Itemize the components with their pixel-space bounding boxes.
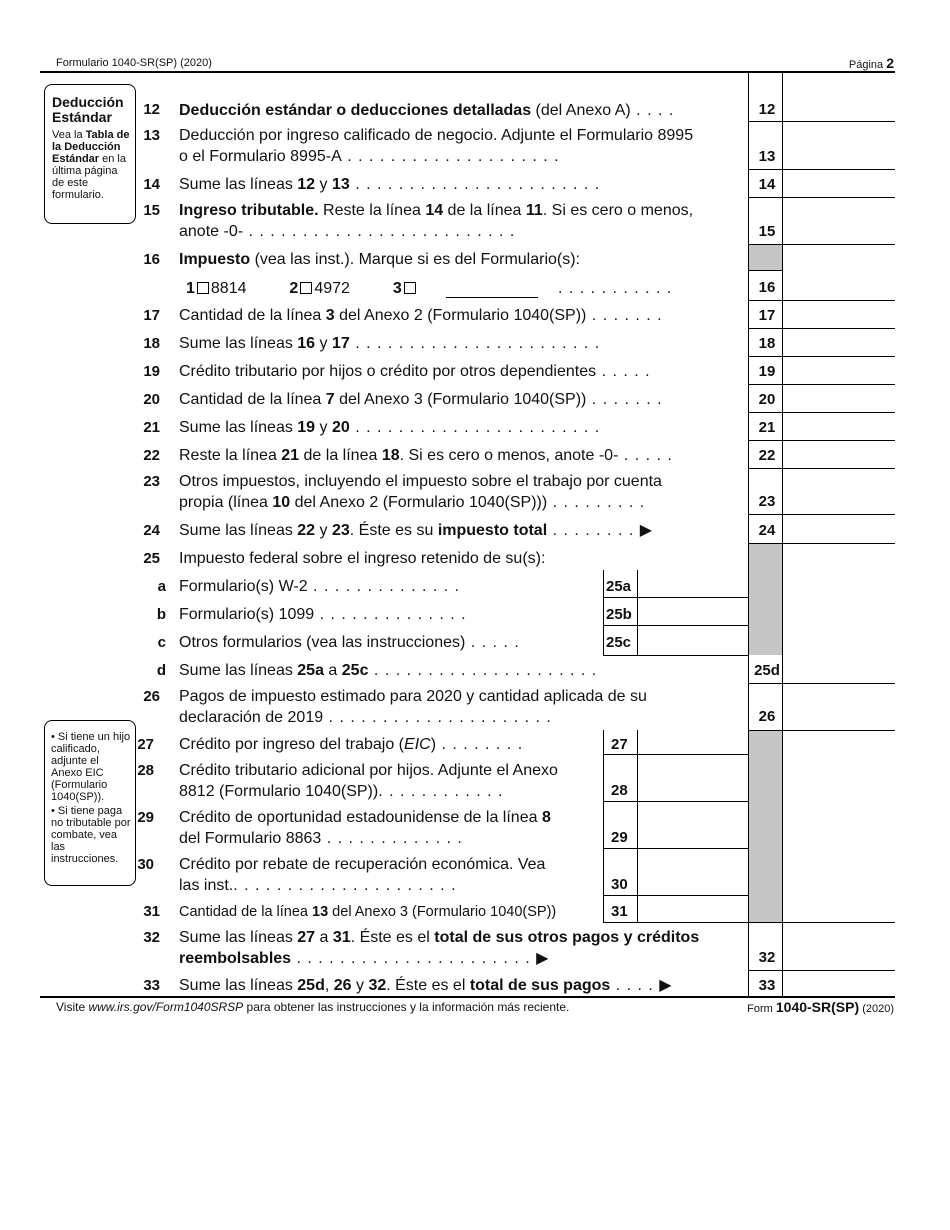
rule-31: [748, 922, 895, 923]
page-number: 2: [886, 55, 894, 71]
footer-form: [747, 999, 894, 1015]
page-label: Página: [848, 59, 884, 71]
line-33-text-c: y: [351, 977, 369, 994]
line-31-amount[interactable]: [639, 898, 747, 921]
line-21-box: 21: [758, 419, 776, 436]
line-27-num: 27: [137, 736, 154, 753]
line-20-amount[interactable]: [784, 387, 894, 411]
line-25a-desc: [179, 576, 460, 597]
line-32-bold2: reembolsables: [179, 950, 292, 967]
line-32-box: 32: [758, 949, 776, 966]
line-21-b1: 19: [297, 419, 316, 436]
rule-14: [748, 197, 895, 198]
line-28-desc: [179, 760, 558, 802]
line-25b-amount[interactable]: [639, 602, 747, 624]
mid-col-25-left: [603, 570, 604, 655]
line-25c-box: 25c: [606, 634, 632, 651]
footer-visit: [56, 1000, 569, 1014]
line-22-b2: 18: [381, 447, 400, 464]
line-18-dots: . . . . . . . . . . . . . . . . . . . . . . .: [349, 335, 601, 352]
line-29-desc: [179, 807, 551, 849]
shade-27-31: [749, 730, 782, 922]
line-25d-dots: . . . . . . . . . . . . . . . . . . . . .: [368, 662, 598, 679]
line-15-amount[interactable]: [784, 220, 894, 244]
line-32-b1: 27: [297, 929, 316, 946]
line-25d-letter: d: [156, 662, 166, 679]
box-col-right-rule: [782, 72, 783, 996]
line-28-num: 28: [137, 762, 154, 779]
line-21-amount[interactable]: [784, 415, 894, 439]
line-16-num: 16: [143, 251, 160, 268]
line-30-amount[interactable]: [639, 871, 747, 894]
line-26-text1: Pagos de impuesto estimado para 2020 y cantidad aplicada de su: [179, 688, 647, 705]
rule-25c: [603, 655, 748, 656]
line-33-box: 33: [758, 977, 776, 994]
line-24-bold: impuesto total: [437, 522, 548, 539]
line-30-desc: [179, 854, 545, 896]
rule-25a: [603, 597, 748, 598]
line-22-amount[interactable]: [784, 443, 894, 467]
line-19-box: 19: [758, 363, 776, 380]
line-18-amount[interactable]: [784, 331, 894, 355]
line-20-dots: . . . . . . .: [586, 391, 663, 408]
checkbox-4972[interactable]: [300, 282, 312, 294]
line-33-desc: [179, 975, 673, 996]
line-32-num: 32: [143, 929, 160, 946]
line-17-b1: 3: [325, 307, 335, 324]
line-14-text-b: y: [315, 176, 332, 193]
rule-32: [748, 970, 895, 971]
line-26-box: 26: [758, 708, 776, 725]
line-12-num: 12: [143, 101, 160, 118]
line-25d-text-b: a: [323, 662, 342, 679]
line-13-text1: Deducción por ingreso calificado de negocio. Adjunte el Formulario 8995: [179, 127, 694, 144]
rule-19: [748, 384, 895, 385]
shade-16: [749, 244, 782, 270]
line-13-desc: [179, 125, 693, 167]
line-28-box: 28: [611, 782, 628, 799]
line-30-num: 30: [137, 856, 154, 873]
line-23-desc: [179, 471, 662, 513]
line-14-dots: . . . . . . . . . . . . . . . . . . . . . . .: [349, 176, 601, 193]
line-25a-amount[interactable]: [639, 574, 747, 596]
line-12-box: 12: [758, 101, 776, 118]
rule-16: [748, 300, 895, 301]
line-27-amount[interactable]: [639, 731, 747, 753]
line-16-opt2-label: 4972: [314, 280, 350, 297]
line-28-text2: 8812 (Formulario 1040(SP)): [179, 783, 379, 800]
page-indicator: [849, 55, 894, 71]
line-24-text-b: y: [315, 522, 332, 539]
line-30-text1: Crédito por rebate de recuperación económica. Vea: [179, 856, 546, 873]
line-18-b2: 17: [331, 335, 350, 352]
rule-23: [748, 514, 895, 515]
line-19-text: Crédito tributario por hijos o crédito por otros dependientes: [179, 363, 597, 380]
rule-24: [748, 543, 895, 544]
standard-deduction-sidebar: [44, 84, 136, 224]
line-15-num: 15: [143, 202, 160, 219]
line-33-b1: 25d: [297, 977, 325, 994]
line-27-text-b: ): [430, 736, 437, 753]
line-31-box: 31: [611, 903, 628, 920]
footer-url-link[interactable]: www.irs.gov/Form1040SRSP: [88, 1000, 244, 1014]
line-32-amount[interactable]: [784, 945, 894, 969]
bottom-rule: [40, 996, 895, 998]
line-21-desc: [179, 417, 600, 438]
credits-note-2: • Si tiene paga no tributable por combate, vea las instrucciones.: [51, 805, 131, 865]
line-15-bold: Ingreso tributable.: [179, 202, 319, 219]
line-15-text2: anote -0-: [179, 223, 244, 240]
line-24-text-c: . Éste es su: [349, 522, 438, 539]
line-33-b2: 26: [333, 977, 352, 994]
line-33-bold: total de sus pagos: [469, 977, 611, 994]
line-23-dots: . . . . . . . . .: [547, 494, 646, 511]
line-16-desc: [179, 249, 580, 270]
line-13-text2: o el Formulario 8995-A: [179, 148, 342, 165]
line-17-amount[interactable]: [784, 303, 894, 327]
line-25d-desc: [179, 660, 597, 681]
line-26-dots: . . . . . . . . . . . . . . . . . . . . .: [323, 709, 552, 726]
rule-18: [748, 356, 895, 357]
line-25c-desc: [179, 632, 520, 653]
line-17-text-a: Cantidad de la línea: [179, 307, 326, 324]
line-18-desc: [179, 333, 600, 354]
rule-22: [748, 468, 895, 469]
line-31-text-b: del Anexo 3 (Formulario 1040(SP)): [328, 904, 557, 920]
rule-15: [748, 244, 895, 245]
line-25-num: 25: [143, 550, 160, 567]
line-33-text-b: ,: [324, 977, 334, 994]
line-30-text2: las inst.: [179, 877, 234, 894]
line-25d-box: 25d: [754, 662, 780, 679]
shade-25: [749, 544, 782, 655]
line-33-text-a: Sume las líneas: [179, 977, 298, 994]
line-13-dots: . . . . . . . . . . . . . . . . . . . .: [341, 148, 560, 165]
line-20-text-a: Cantidad de la línea: [179, 391, 326, 408]
line-18-b1: 16: [297, 335, 316, 352]
line-25d-b1: 25a: [297, 662, 324, 679]
line-19-num: 19: [143, 363, 160, 380]
checkbox-8814[interactable]: [197, 282, 209, 294]
line-22-dots: . . . . .: [618, 447, 673, 464]
line-21-b2: 20: [331, 419, 350, 436]
line-32-text-a: Sume las líneas: [179, 929, 298, 946]
rule-12: [748, 121, 895, 122]
line-17-desc: [179, 305, 663, 326]
line-18-text-a: Sume las líneas: [179, 335, 298, 352]
line-23-text1: Otros impuestos, incluyendo el impuesto sobre el trabajo por cuenta: [179, 473, 662, 490]
line-16-dots: . . . . . . . . . . .: [558, 280, 673, 297]
line-25-desc: Impuesto federal sobre el ingreso retenido de su(s):: [179, 550, 546, 567]
line-16-opt2-num: 2: [289, 280, 299, 297]
line-18-text-b: y: [315, 335, 332, 352]
line-19-dots: . . . . .: [596, 363, 651, 380]
rule-30: [603, 895, 748, 896]
line-29-num: 29: [137, 809, 154, 826]
line-33-dots: . . . . ▶: [610, 977, 673, 994]
line-22-num: 22: [143, 447, 160, 464]
line-24-amount[interactable]: [784, 518, 894, 542]
line-26-num: 26: [143, 688, 160, 705]
line-32-desc: [179, 927, 699, 969]
line-22-b1: 21: [281, 447, 300, 464]
line-24-box: 24: [758, 522, 776, 539]
line-16-text: (vea las inst.). Marque si es del Formulario(s):: [250, 251, 580, 268]
line-25a-letter: a: [157, 578, 166, 595]
line-24-text-a: Sume las líneas: [179, 522, 298, 539]
sidebar-title-1: Deducción: [52, 94, 124, 110]
line-21-dots: . . . . . . . . . . . . . . . . . . . . . . .: [349, 419, 601, 436]
line-14-desc: [179, 174, 600, 195]
line-25c-amount[interactable]: [639, 630, 747, 654]
line-16-opt3-num: 3: [392, 280, 402, 297]
line-23-text2-b: del Anexo 2 (Formulario 1040(SP))): [290, 494, 548, 511]
line-25a-dots: . . . . . . . . . . . . . .: [307, 578, 461, 595]
rule-21: [748, 440, 895, 441]
line-15-text-b: de la línea: [443, 202, 526, 219]
line-25b-letter: b: [156, 606, 166, 623]
line-15-b1: 14: [425, 202, 444, 219]
line-12-amount[interactable]: [784, 97, 894, 121]
line-26-desc: [179, 686, 647, 728]
footer-form-year: (2020): [862, 1003, 894, 1015]
line-25c-text: Otros formularios (vea las instrucciones): [179, 634, 466, 651]
line-12-desc: [179, 100, 674, 121]
line-29-b1: 8: [541, 809, 551, 826]
line-27-desc: [179, 734, 523, 755]
line-32-dots: . . . . . . . . . . . . . . . . . . . . . . ▶: [291, 950, 550, 967]
line-32-b2: 31: [332, 929, 351, 946]
rule-28: [603, 801, 748, 802]
mid-col-27-left: [603, 730, 604, 922]
line-25d-amount[interactable]: [784, 658, 894, 682]
line-27-italic: EIC: [404, 736, 431, 753]
form-id: Formulario 1040-SR(SP) (2020): [56, 57, 212, 69]
line-23-text2-a: propia (línea: [179, 494, 273, 511]
line-27-dots: . . . . . . . .: [436, 736, 524, 753]
line-22-desc: [179, 445, 673, 466]
rule-27: [603, 754, 748, 755]
line-14-amount[interactable]: [784, 172, 894, 196]
line-22-text-c: . Si es cero o menos, anote -0-: [399, 447, 619, 464]
line-20-desc: [179, 389, 663, 410]
line-14-text-a: Sume las líneas: [179, 176, 298, 193]
rule-25d: [748, 683, 895, 684]
line-32-bold1: total de sus otros pagos y créditos: [434, 929, 700, 946]
line-33-amount[interactable]: [784, 973, 894, 995]
line-18-num: 18: [143, 335, 160, 352]
line-29-text2: del Formulario 8863: [179, 830, 322, 847]
line-31-desc: [179, 902, 556, 923]
sidebar-note-b: en la última página de este formulario.: [52, 153, 126, 201]
line-12-dots: . . . .: [630, 102, 675, 119]
line-16-bold: Impuesto: [179, 251, 251, 268]
line-25b-text: Formulario(s) 1099: [179, 606, 315, 623]
line-21-num: 21: [143, 419, 160, 436]
footer-form-label: Form: [747, 1003, 773, 1015]
line-25a-text: Formulario(s) W-2: [179, 578, 308, 595]
line-25c-dots: . . . . .: [465, 634, 520, 651]
line-28-amount[interactable]: [639, 777, 747, 800]
line-29-box: 29: [611, 829, 628, 846]
line-12-text: (del Anexo A): [531, 102, 631, 119]
mid-col-27-right: [637, 730, 638, 922]
line-24-desc: [179, 520, 653, 541]
line-23-amount[interactable]: [784, 489, 894, 513]
line-33-text-d: . Éste es el: [386, 977, 470, 994]
line-25c-letter: c: [157, 634, 166, 651]
mid-col-25-right: [637, 570, 638, 655]
line-33-num: 33: [143, 977, 160, 994]
line-32-text-c: . Éste es el: [350, 929, 435, 946]
rule-13: [748, 169, 895, 170]
line-23-num: 23: [143, 473, 160, 490]
line-23-box: 23: [758, 493, 776, 510]
line-16-options: [186, 278, 418, 299]
rule-20: [748, 412, 895, 413]
line-22-box: 22: [758, 447, 776, 464]
line-25b-box: 25b: [606, 606, 632, 623]
line-15-text-c: . Si es cero o menos,: [542, 202, 694, 219]
credits-note-1: • Si tiene un hijo calificado, adjunte el Anexo EIC (Formulario 1040(SP)).: [51, 731, 131, 803]
line-33-b3: 32: [368, 977, 387, 994]
line-24-b1: 22: [297, 522, 316, 539]
line-31-num: 31: [143, 903, 160, 920]
line-17-dots: . . . . . . .: [586, 307, 663, 324]
line-14-box: 14: [758, 176, 776, 193]
line-13-box: 13: [758, 148, 776, 165]
footer-visit-b: para obtener las instrucciones y la información más reciente.: [243, 1000, 570, 1014]
line-25a-box: 25a: [606, 578, 632, 595]
line-15-b2: 11: [525, 202, 543, 219]
line-14-b1: 12: [297, 176, 316, 193]
line-29-dots: . . . . . . . . . . . . .: [321, 830, 463, 847]
line-25b-dots: . . . . . . . . . . . . . .: [314, 606, 467, 623]
line-21-text-a: Sume las líneas: [179, 419, 298, 436]
line-20-num: 20: [143, 391, 160, 408]
line-16-other-form-input[interactable]: [446, 280, 538, 298]
rule-31-mid: [603, 922, 748, 923]
rule-17: [748, 328, 895, 329]
line-13-num: 13: [143, 127, 160, 144]
line-20-box: 20: [758, 391, 776, 408]
footer-visit-a: Visite: [56, 1000, 89, 1014]
line-31-b1: 13: [312, 904, 329, 920]
line-24-num: 24: [143, 522, 160, 539]
checkbox-other-form[interactable]: [404, 282, 416, 294]
line-21-text-b: y: [315, 419, 332, 436]
line-12-bold: Deducción estándar o deducciones detalladas: [179, 102, 532, 119]
footer-form-name: 1040-SR(SP): [775, 999, 860, 1015]
line-18-box: 18: [758, 335, 776, 352]
line-30-box: 30: [611, 876, 628, 893]
credits-sidebar: [44, 720, 136, 886]
line-30-dots: . . . . . . . . . . . . . . . . . . . . .: [233, 877, 457, 894]
line-13-amount[interactable]: [784, 145, 894, 169]
sidebar-note-a: Vea la: [52, 129, 83, 141]
line-15-text-a: Reste la línea: [318, 202, 426, 219]
line-24-dots: . . . . . . . . ▶: [547, 522, 654, 539]
line-32-text-b: a: [315, 929, 333, 946]
line-29-text1-a: Crédito de oportunidad estadounidense de la línea: [179, 809, 542, 826]
line-19-desc: [179, 361, 651, 382]
line-26-text2: declaración de 2019: [179, 709, 324, 726]
line-27-text-a: Crédito por ingreso del trabajo (: [179, 736, 405, 753]
line-17-text-b: del Anexo 2 (Formulario 1040(SP)): [334, 307, 587, 324]
line-15-dots: . . . . . . . . . . . . . . . . . . . . . . . . .: [243, 223, 516, 240]
line-31-text-a: Cantidad de la línea: [179, 904, 313, 920]
line-26-amount[interactable]: [784, 705, 894, 729]
line-15-box: 15: [758, 223, 776, 240]
line-16-box: 16: [758, 279, 776, 296]
line-17-num: 17: [143, 307, 160, 324]
sidebar-note-bold: Tabla de la Deducción Estándar: [52, 129, 130, 165]
line-24-b2: 23: [331, 522, 350, 539]
rule-29: [603, 848, 748, 849]
sidebar-note: [52, 129, 131, 201]
line-16-amount[interactable]: [784, 275, 894, 299]
line-19-amount[interactable]: [784, 359, 894, 383]
line-20-text-b: del Anexo 3 (Formulario 1040(SP)): [334, 391, 587, 408]
line-28-text1: Crédito tributario adicional por hijos. Adjunte el Anexo: [179, 762, 558, 779]
line-23-b1: 10: [272, 494, 291, 511]
line-25d-text-a: Sume las líneas: [179, 662, 298, 679]
line-29-amount[interactable]: [639, 824, 747, 847]
line-16-opt1-num: 1: [186, 280, 195, 297]
line-22-text-a: Reste la línea: [179, 447, 282, 464]
line-14-num: 14: [143, 176, 160, 193]
top-rule: [40, 71, 895, 73]
rule-16a: [748, 270, 782, 271]
line-20-b1: 7: [325, 391, 335, 408]
line-28-dots: . . . . . . . . . . . .: [378, 783, 504, 800]
line-15-desc: [179, 200, 693, 242]
rule-26: [748, 730, 895, 731]
line-25d-b2: 25c: [341, 662, 369, 679]
line-17-box: 17: [758, 307, 776, 324]
rule-25b: [603, 625, 748, 626]
sidebar-title-2: Estándar: [52, 109, 112, 125]
line-14-b2: 13: [331, 176, 350, 193]
line-16-opt1-label: 8814: [210, 280, 247, 297]
line-22-text-b: de la línea: [299, 447, 382, 464]
line-25b-desc: [179, 604, 467, 625]
line-27-box: 27: [611, 736, 628, 753]
